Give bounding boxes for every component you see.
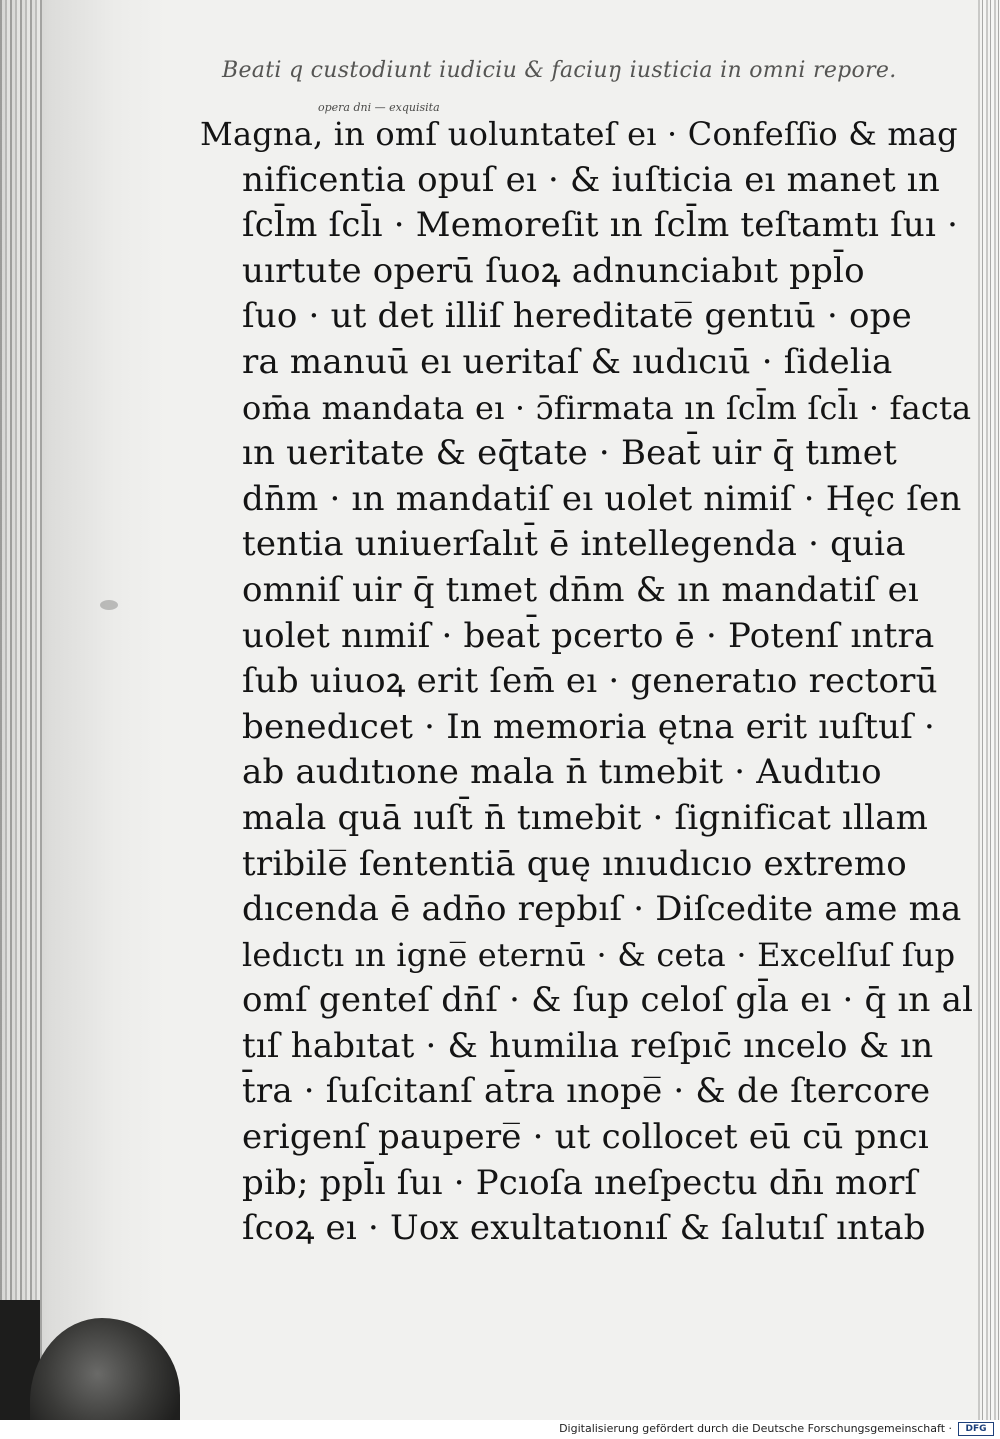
manuscript-text: [200, 112, 974, 1252]
text-line: tribile̅ ſententiā quę ınıudıcıo extremo: [242, 843, 907, 884]
dfg-logo[interactable]: DFG: [958, 1422, 994, 1436]
text-line: dıcenda ē adn̄o repbıſ · Diſcedite ame ma: [242, 889, 962, 930]
top-margin-gloss: Beati q custodiunt iudiciu & faciuŋ iusticia in omni repore.: [222, 58, 897, 83]
text-line: ledıctı ın igne̅ eternū · & ceta · Excelſuſ ſup: [242, 935, 956, 974]
text-line: nificentia opuſ eı · & iuſticia eı manet ın: [242, 159, 940, 200]
page-edge-left: [0, 0, 42, 1420]
text-line: ab audıtıone mala n̄ tımebit · Audıtıo: [242, 752, 882, 793]
margin-smudge: [100, 600, 118, 610]
text-line: uolet nımiſ · beat̄ pcerto ē · Potenſ ıntra: [242, 615, 935, 656]
text-line: om̄a mandata eı · ɔ̄firmata ın ſcl̄m ſcl̄ı · facta: [242, 388, 972, 427]
text-line: ın ueritate & eq̄tate · Beat̄ uir q̄ tımet: [242, 433, 897, 474]
text-line: Magna, in omſ uoluntateſ eı · Confeſſio & mag: [200, 115, 958, 153]
text-line: benedıcet · In memoria ętna erit ıuſtuſ ·: [242, 706, 935, 747]
text-line: mala quā ıuſt̄ n̄ tımebit · ſignificat ıllam: [242, 797, 929, 838]
text-line: ra manuū eı ueritaſ & ıudıcıū · ſidelia: [242, 341, 893, 382]
text-line: ſcoꝝ eı · Uox exultatıonıſ & ſalutıſ ıntab: [242, 1208, 926, 1249]
text-line: tentia uniuerſalıt̄ ē intellegenda · quia: [242, 524, 906, 565]
text-line: ſuo · ut det illiſ hereditate̅ gentıū · ope: [242, 296, 912, 337]
text-line: omniſ uir q̄ tımet dn̄m & ın mandatiſ eı: [242, 569, 919, 610]
text-line: erigenſ paupere̅ · ut collocet eū cū pncı: [242, 1117, 929, 1158]
text-line: tıſ habıtat · & humilıa reſpıc̄ ıncelo & ın: [242, 1025, 934, 1066]
page-edge-right: [978, 0, 1000, 1420]
interlinear-gloss: opera dni — exquisita: [318, 101, 440, 114]
text-line: dn̄m · ın mandatiſ eı uolet nimiſ · Hęc ſen: [242, 478, 962, 519]
footer-bar: [0, 1420, 1000, 1439]
text-line: t̄ra · ſuſcitanſ at̄ra ınope̅ · & de ſtercore: [242, 1071, 931, 1112]
text-line: ſcl̄m ſcl̄ı · Memoreſit ın ſcl̄m teſtamtı ſuı ·: [242, 205, 959, 246]
text-line: ſub uiuoꝝ erit ſem̄ eı · generatıo rectorū: [242, 661, 938, 702]
text-line: uırtute operū ſuoꝝ adnunciabıt ppl̄o: [242, 250, 865, 291]
text-line: omſ genteſ dn̄ſ · & ſup celoſ gl̄a eı · q̄ ın al: [242, 980, 974, 1021]
funding-credit: Digitalisierung gefördert durch die Deutsche Forschungsgemeinschaft ·: [559, 1422, 952, 1435]
text-line: pib; ppl̄ı ſuı · Pcıoſa ıneſpectu dn̄ı morſ: [242, 1162, 918, 1203]
